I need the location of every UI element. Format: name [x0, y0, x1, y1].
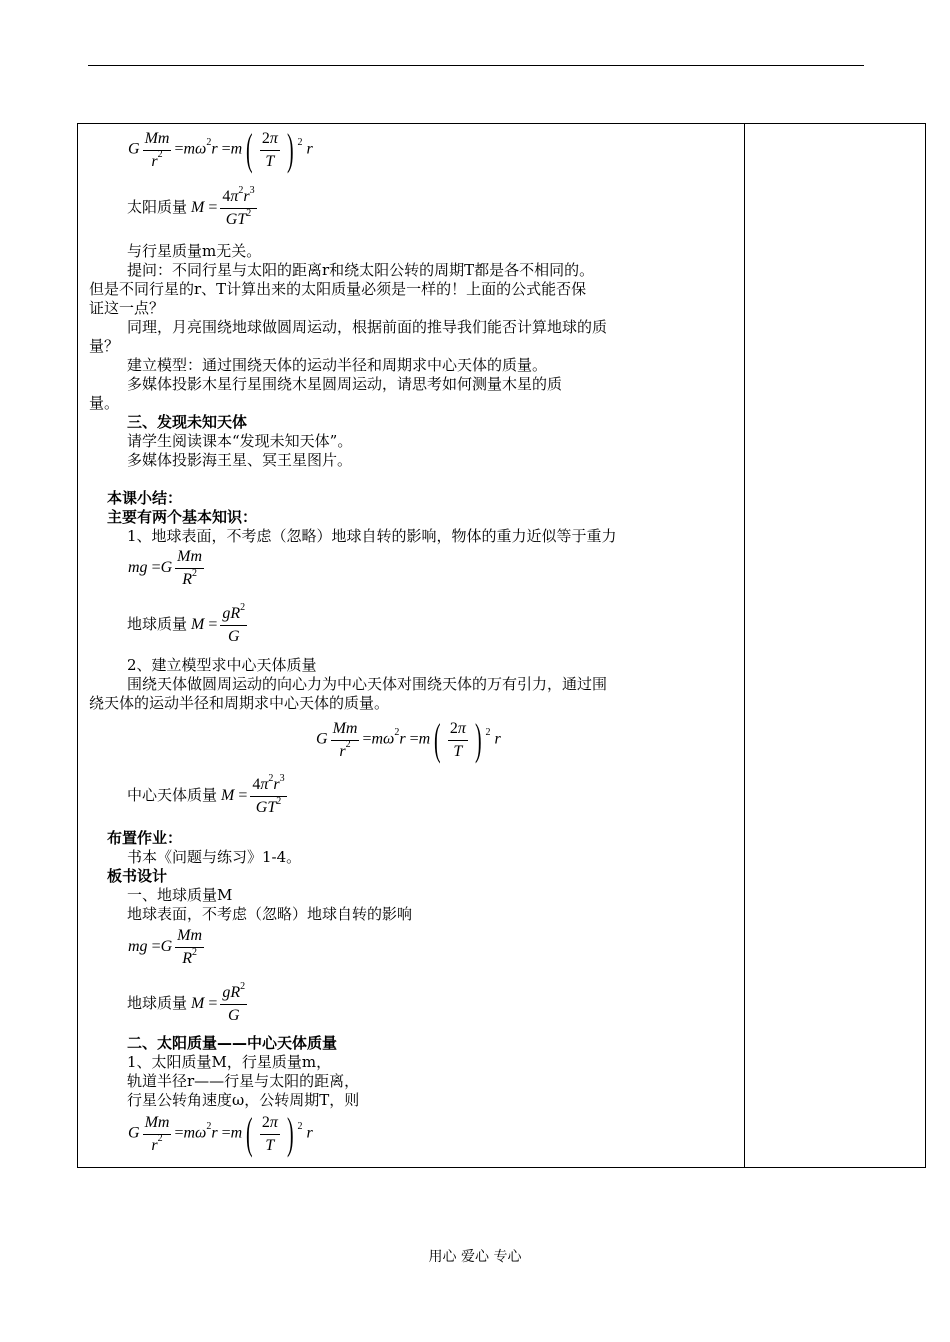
- formula-weight-gravity-1: mg =G $\frac{Mm}{R^2}$: [128, 548, 203, 588]
- summary-heading: 本课小结：: [107, 489, 183, 507]
- text-line: 1、太阳质量M，行星质量m，: [127, 1053, 332, 1071]
- page-footer: 用心 爱心 专心: [428, 1249, 522, 1265]
- board-heading: 板书设计: [107, 867, 168, 885]
- formula-center-mass: 中心天体质量 M = $\frac{4\pi^2r^3}{GT^2}$: [127, 772, 285, 816]
- formula-earth-mass-2: 地球质量 M = $\frac{gR^2}{G}$: [127, 980, 246, 1024]
- text-line: 书本《问题与练习》1-4。: [127, 848, 302, 866]
- sun-mass-label: 太阳质量: [127, 198, 188, 217]
- earth-mass-label: 地球质量: [127, 994, 188, 1013]
- text-line: 但是不同行星的r、T计算出来的太阳质量必须是一样的！上面的公式能否保: [89, 280, 587, 298]
- text-line: 多媒体投影海王星、冥王星图片。: [127, 451, 353, 469]
- text-line: 一、地球质量M: [127, 886, 233, 904]
- text-line: 地球表面，不考虑（忽略）地球自转的影响: [127, 905, 413, 923]
- column-divider: [744, 124, 745, 1167]
- text-line: 请学生阅读课本“发现未知天体”。: [127, 432, 353, 450]
- text-line: 多媒体投影木星行星围绕木星圆周运动，请思考如何测量木星的质: [127, 375, 563, 393]
- text-line: 绕天体的运动半径和周期求中心天体的质量。: [89, 694, 390, 712]
- summary-subheading: 主要有两个基本知识：: [107, 508, 258, 526]
- text-line: 证这一点？: [89, 299, 165, 317]
- text-line: 围绕天体做圆周运动的向心力为中心天体对围绕天体的万有引力，通过围: [127, 675, 608, 693]
- text-line: 提问：不同行星与太阳的距离r和绕太阳公转的周期T都是各不相同的。: [127, 261, 595, 279]
- formula-weight-gravity-2: mg =G $\frac{Mm}{R^2}$: [128, 927, 203, 967]
- homework-heading: 布置作业：: [107, 829, 183, 847]
- formula-sun-mass: 太阳质量 M = $\frac{4\pi^2r^3}{GT^2}$: [127, 184, 255, 228]
- formula-gravity-centripetal-1: G $\frac{Mm}{r^2}$ $=m\omega^2r =m$( $\frac{2\pi}{T}$ ) $^2$ r: [128, 125, 313, 174]
- text-line: 量？: [89, 337, 120, 355]
- text-line: 同理，月亮围绕地球做圆周运动，根据前面的推导我们能否计算地球的质: [127, 318, 608, 336]
- center-mass-label: 中心天体质量: [127, 786, 218, 805]
- formula-earth-mass-1: 地球质量 M = $\frac{gR^2}{G}$: [127, 601, 246, 645]
- text-line: 量。: [89, 394, 120, 412]
- text-line: 轨道半径r——行星与太阳的距离，: [127, 1072, 360, 1090]
- earth-mass-label: 地球质量: [127, 615, 188, 634]
- formula-gravity-centripetal-3: G $\frac{Mm}{r^2}$ $=m\omega^2r =m$( $\frac{2\pi}{T}$ ) $^2$ r: [128, 1109, 313, 1158]
- text-line: 与行星质量m无关。: [127, 242, 262, 260]
- text-line: 行星公转角速度ω，公转周期T，则: [127, 1091, 360, 1109]
- section-heading: 二、太阳质量——中心天体质量: [127, 1034, 338, 1052]
- text-line: 2、建立模型求中心天体质量: [127, 656, 317, 674]
- section-heading: 三、发现未知天体: [127, 413, 248, 431]
- text-line: 建立模型：通过围绕天体的运动半径和周期求中心天体的质量。: [127, 356, 548, 374]
- header-rule: [88, 65, 864, 66]
- text-line: 1、地球表面，不考虑（忽略）地球自转的影响，物体的重力近似等于重力: [127, 527, 617, 545]
- formula-gravity-centripetal-2: G $\frac{Mm}{r^2}$ $=m\omega^2r =m$( $\frac{2\pi}{T}$ ) $^2$ r: [316, 715, 501, 764]
